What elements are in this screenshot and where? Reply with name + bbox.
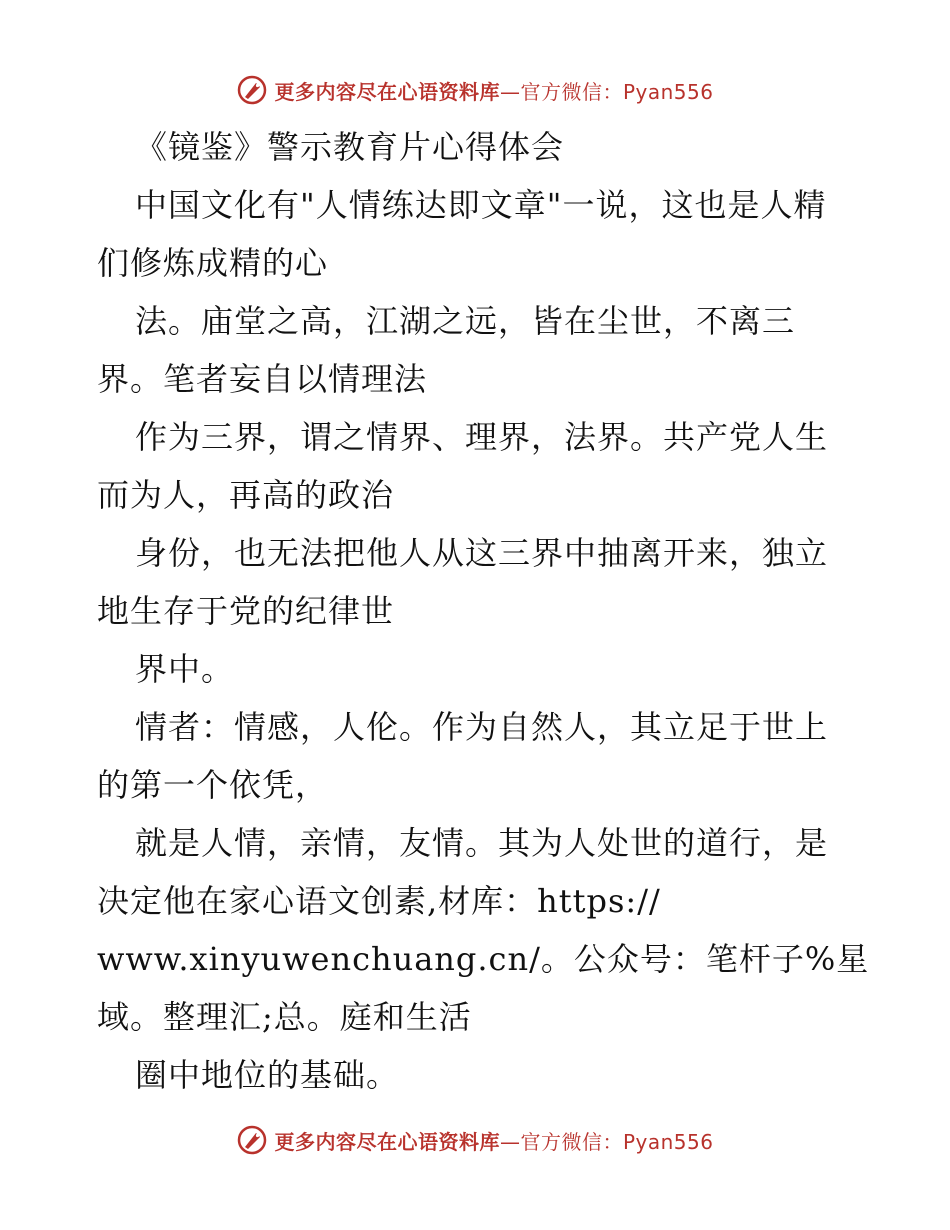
banner-text: 更多内容尽在心语资料库—官方微信：Pyan556 — [274, 79, 714, 104]
text-line: 圈中地位的基础。 — [135, 1056, 400, 1094]
text-line: 决定他在家心语文创素,材库：https:// — [97, 882, 661, 920]
header-watermark-banner — [0, 70, 950, 110]
text-line: 地生存于党的纪律世 — [97, 592, 395, 630]
text-line: 界中。 — [135, 650, 235, 688]
text-line: 情者：情感，人伦。作为自然人，其立足于世上 — [135, 708, 829, 746]
pen-nib-logo-icon — [236, 1124, 268, 1156]
footer-watermark-banner — [0, 1120, 950, 1160]
text-line: 法。庙堂之高，江湖之远，皆在尘世，不离三 — [135, 302, 796, 340]
banner-text: 更多内容尽在心语资料库—官方微信：Pyan556 — [274, 1129, 714, 1154]
text-line: www.xinyuwenchuang.cn/。公众号：笔杆子%星 — [97, 940, 870, 978]
document-body — [97, 118, 870, 1104]
text-line: 域。整理汇;总。庭和生活 — [97, 998, 472, 1036]
text-line: 而为人，再高的政治 — [97, 476, 395, 514]
document-title: 《镜鉴》警示教育片心得体会 — [135, 128, 565, 166]
text-line: 就是人情，亲情，友情。其为人处世的道行，是 — [135, 824, 829, 862]
text-line: 作为三界，谓之情界、理界，法界。共产党人生 — [135, 418, 829, 456]
text-line: 中国文化有"人情练达即文章"一说，这也是人精 — [135, 186, 827, 224]
text-line: 们修炼成精的心 — [97, 244, 329, 282]
text-line: 的第一个依凭， — [97, 766, 329, 804]
text-line: 身份，也无法把他人从这三界中抽离开来，独立 — [135, 534, 829, 572]
pen-nib-logo-icon — [236, 74, 268, 106]
text-line: 界。笔者妄自以情理法 — [97, 360, 428, 398]
